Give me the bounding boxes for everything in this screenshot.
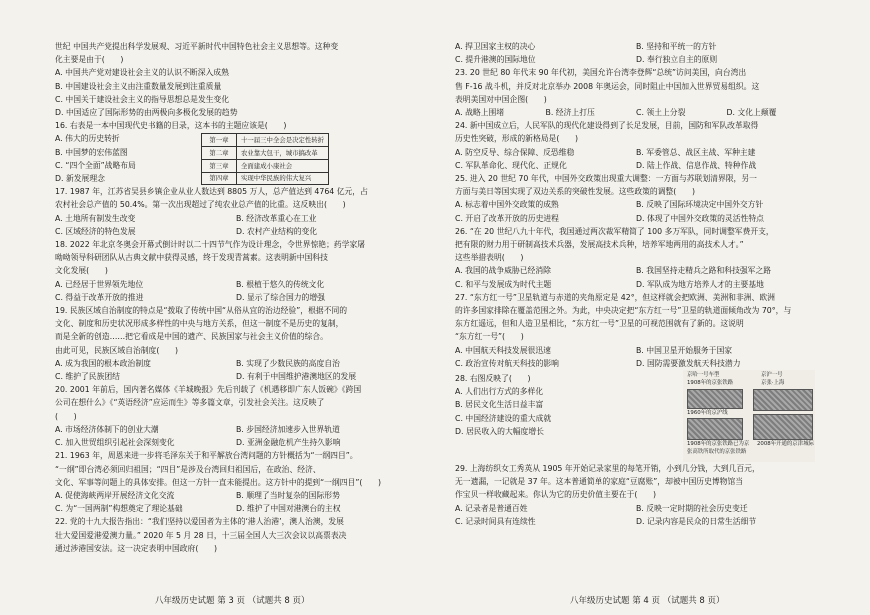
q26-option-c: C. 和平与发展成为时代主题 bbox=[455, 279, 552, 289]
train-photo bbox=[753, 414, 813, 440]
q17-option-a: A. 土地所有制发生改变 bbox=[55, 213, 136, 223]
q17-options-row-2 bbox=[55, 225, 417, 238]
right-column bbox=[455, 40, 817, 528]
q22-option-c: C. 提升港澳的国际地位 bbox=[455, 55, 536, 65]
q24-stem-2: 历史性突破，形成的新格局是( ) bbox=[455, 134, 579, 144]
q28-option-d: D. 居民收入的大幅度增长 bbox=[455, 426, 544, 436]
q24-option-b: B. 军委管总、战区主战、军种主建 bbox=[636, 147, 756, 157]
q19-stem-4: 由此可见，民族区域自治制度( ) bbox=[55, 345, 179, 355]
q28-text bbox=[455, 372, 675, 462]
q16-options bbox=[55, 132, 195, 185]
q15-option-a: A. 中国共产党对建设社会主义的认识不断深入成熟 bbox=[55, 68, 229, 78]
q21-option-b: B. 顺理了当时复杂的国际形势 bbox=[236, 490, 340, 500]
q27-option-d: D. 国防需要激发航天科技潜力 bbox=[636, 358, 741, 368]
q19-stem-1: 19. 民族区域自治制度的特点是“拨取了传统中国“从俗从宜的治边经验”，根据不同的 bbox=[55, 306, 348, 316]
q20-options-row-2 bbox=[55, 436, 417, 449]
q20-option-b: B. 步国经济加速步入世界轨道 bbox=[236, 424, 340, 434]
q19-option-d: D. 有利于中国维护港澳地区的发展 bbox=[236, 372, 357, 382]
q16-option-d: D. 新发展理念 bbox=[55, 174, 105, 184]
q27-options-row-2 bbox=[455, 357, 817, 370]
q22-option-d: D. 奉行独立自主的原则 bbox=[636, 55, 718, 65]
q19-options-row-2 bbox=[55, 370, 417, 383]
q15-line-2: 化主要是由于( ) bbox=[55, 55, 124, 65]
q21-options-row-2 bbox=[55, 502, 417, 515]
figure-caption: 京沪一号 bbox=[761, 372, 783, 379]
q23-option-d: D. 文化上颠覆 bbox=[726, 108, 777, 118]
q22-option-b: B. 坚持和平统一的方针 bbox=[636, 42, 717, 51]
toc-title: 十一届三中全会是决定性转折 bbox=[237, 134, 329, 147]
toc-row bbox=[202, 159, 329, 172]
q20-options-row-1 bbox=[55, 423, 417, 436]
q25-option-b: B. 反映了国际环境决定中国外交方针 bbox=[636, 200, 764, 210]
q22-stem-1: 22. 党的十九大报告指出：“我们坚持以爱国者为主体的‘港人治港’，澳人治澳，发展 bbox=[55, 517, 344, 527]
q18-option-d: D. 显示了综合国力的增强 bbox=[236, 292, 325, 302]
q25-options-row-1 bbox=[455, 198, 817, 211]
q26-option-a: A. 我国的战争威胁已经消除 bbox=[455, 266, 551, 276]
figure-caption: 2008年开通的京津城际 bbox=[757, 441, 814, 448]
q27-option-c: C. 政治宣传对航天科技的影响 bbox=[455, 358, 559, 368]
q21-stem-3: 文化、军事等问题上的具体安排。但这一方针一直未能提出。这方针中的提到“一纲四目”( ) bbox=[55, 477, 382, 487]
toc-chapter: 第一章 bbox=[202, 134, 237, 147]
q21-option-a: A. 促使海峡两岸开展经济文化交流 bbox=[55, 490, 175, 500]
q19-option-a: A. 成为我国的根本政治制度 bbox=[55, 358, 151, 368]
q18-stem-3: 文化发展( ) bbox=[55, 266, 108, 276]
figure-caption: 京哈一号车型 bbox=[687, 372, 720, 379]
q21-option-c: C. 为“一国两制”构想奠定了理论基础 bbox=[55, 504, 183, 514]
q25-stem-1: 25. 进入 20 世纪 70 年代，中国外交政策出现重大调整：一方面与苏联划清界限，另一 bbox=[455, 174, 757, 184]
q16-contents-table bbox=[201, 133, 329, 185]
q23-options bbox=[455, 106, 817, 119]
q20-option-d: D. 亚洲金融危机产生持久影响 bbox=[236, 438, 341, 448]
q20-stem-2: 公司在想什么》《“英语经济”应运而生》等多篇文章，引发社会关注。这反映了 bbox=[55, 398, 325, 408]
q29-stem-2: 无一遗漏，一记就是 37 年。这本普通简单的家庭“豆腐账”，却被中国历史博物馆当 bbox=[455, 477, 744, 487]
q29-stem-3: 作宝贝一样收藏起来。你认为它的历史价值主要在于( ) bbox=[455, 490, 657, 500]
q26-stem-3: 这些举措表明( ) bbox=[455, 253, 524, 263]
q27-stem-2: 的许多国家排除在覆盖范围之外。为此，中央决定把“东方红一号”卫星的轨道面倾角改为 70°，与 bbox=[455, 306, 792, 316]
q22-option-a: A. 捍卫国家主权的决心 bbox=[455, 42, 536, 51]
q24-options-row-1 bbox=[455, 146, 817, 159]
q25-option-c: C. 开启了改革开放的历史进程 bbox=[455, 213, 559, 223]
figure-caption: 1960年的京沪线 bbox=[687, 410, 728, 417]
q21-stem-1: 21. 1963 年，周恩来进一步将毛泽东关于和平解放台湾问题的方针概括为“一纲四目”。 bbox=[55, 451, 358, 461]
q17-options-row-1 bbox=[55, 212, 417, 225]
page-footer-left: 八年级历史试题 第 3 页 （试题共 8 页） bbox=[155, 596, 310, 606]
q28-option-b: B. 居民文化生活日益丰富 bbox=[455, 400, 544, 410]
train-photo bbox=[753, 389, 813, 411]
q20-option-a: A. 市场经济体制下的创业大潮 bbox=[55, 424, 159, 434]
q23-stem-3: 表明美国对中国企图( ) bbox=[455, 94, 547, 104]
q25-option-d: D. 体现了中国外交政策的灵活性特点 bbox=[636, 213, 764, 223]
q29-option-d: D. 记录内容是民众的日常生活细节 bbox=[636, 516, 757, 526]
q27-stem-1: 27. “东方红一号”卫星轨道与赤道的夹角原定是 42°，但这样就会把欧洲、美洲和非洲、欧洲 bbox=[455, 292, 775, 302]
q16-option-c: C. “四个全面”战略布局 bbox=[55, 160, 136, 170]
toc-row bbox=[202, 134, 329, 147]
toc-chapter: 第三章 bbox=[202, 159, 237, 172]
toc-title: 全面建成小康社会 bbox=[237, 159, 329, 172]
train-photo bbox=[687, 418, 743, 440]
q18-options-row-2 bbox=[55, 291, 417, 304]
q26-option-d: D. 军队成为地方培养人才的主要基地 bbox=[636, 279, 764, 289]
q27-option-b: B. 中国卫星开始服务于国家 bbox=[636, 345, 733, 355]
q16-option-b: B. 中国梦的宏伟蓝图 bbox=[55, 147, 128, 157]
q15-option-b: B. 中国建设社会主义由注重数量发展到注重质量 bbox=[55, 81, 222, 91]
q27-stem-4: “东方红一号”( ) bbox=[455, 332, 524, 342]
q29-stem-1: 29. 上海纺织女工秀英从 1905 年开始记录家里的每笔开销，小到几分钱，大到几百元， bbox=[455, 464, 760, 474]
q24-option-d: D. 陆上作战、信息作战、特种作战 bbox=[636, 160, 757, 170]
train-photo bbox=[687, 389, 743, 409]
figure-caption: 1908年的京张铁路 bbox=[687, 380, 734, 387]
q27-option-a: A. 中国航天科技发展很迅速 bbox=[455, 345, 551, 355]
q29-option-c: C. 记录时间具有连续性 bbox=[455, 516, 536, 526]
figure-caption: 张高铁所取代的京张铁路 bbox=[687, 449, 747, 456]
q26-stem-2: 把有限的财力用于研制高技术兵器，发展高技术兵种，培养军地两用的高技术人才。” bbox=[455, 240, 744, 250]
q23-option-b: B. 经济上打压 bbox=[545, 108, 595, 118]
q29-option-a: A. 记录者是普通百姓 bbox=[455, 503, 528, 513]
q20-option-c: C. 加入世贸组织引起社会深刻变化 bbox=[55, 438, 175, 448]
q17-stem-2: 农村社会总产值的 50.4%。第一次出现超过了纯农业总产值的比重。这反映出( ) bbox=[55, 200, 346, 210]
left-column bbox=[55, 40, 417, 555]
q27-stem-3: 东方红遥远，但和人造卫星相比，“东方红一号”卫星的可视范围就有了新的。这说明 bbox=[455, 319, 744, 329]
toc-chapter: 第二章 bbox=[202, 147, 237, 160]
q22-options-row-2 bbox=[455, 53, 817, 66]
q20-stem-3: ( ) bbox=[55, 411, 77, 421]
q29-option-b: B. 反映一定时期的社会历史变迁 bbox=[636, 503, 748, 513]
q21-options-row-1 bbox=[55, 489, 417, 502]
toc-row bbox=[202, 147, 329, 160]
q19-option-b: B. 实现了少数民族的高度自治 bbox=[236, 358, 340, 368]
q17-option-b: B. 经济改革重心在工业 bbox=[236, 213, 317, 223]
q17-option-c: C. 区域经济的特色发展 bbox=[55, 226, 136, 236]
q16-body bbox=[55, 132, 417, 185]
q23-option-c: C. 领土上分裂 bbox=[636, 108, 686, 118]
q19-options-row-1 bbox=[55, 357, 417, 370]
q28-option-c: C. 中国经济建设的重大成就 bbox=[455, 413, 552, 423]
toc-row bbox=[202, 172, 329, 185]
q16-stem: 16. 右表是一本中国现代史书籍的目录，这本书的主题应该是( ) bbox=[55, 121, 287, 131]
toc-title: 实现中华民族的伟大复兴 bbox=[237, 172, 329, 185]
q22-options-row-1 bbox=[455, 40, 817, 53]
q23-option-a: A. 战略上围堵 bbox=[455, 108, 505, 118]
q24-stem-1: 24. 新中国成立后，人民军队的现代化建设得到了长足发展，目前，国防和军队改革取得 bbox=[455, 121, 759, 131]
q20-stem-1: 20. 2001 年前后，国内著名媒体《羊城晚报》先后刊载了《机遇移即广东人饭碗》《跨国 bbox=[55, 385, 362, 395]
q29-options-row-2 bbox=[455, 515, 817, 528]
q18-stem-2: 呦呦领导科研团队从古典文献中获得灵感，终于发现青蒿素。这表明新中国科技 bbox=[55, 253, 328, 263]
page-footer-right: 八年级历史试题 第 4 页 （试题共 8 页） bbox=[570, 596, 725, 606]
q26-stem-1: 26. “在 20 世纪八九十年代，我国通过两次裁军精简了 100 多万军队，同时调整军费开支， bbox=[455, 226, 774, 236]
q23-stem-2: 售 F-16 战斗机，并反对北京举办 2008 年奥运会，同时阻止中国加入世界贸易组织。这 bbox=[455, 81, 760, 91]
figure-caption: 1908年的京张铁路已为京 bbox=[687, 441, 750, 448]
q26-options-row-2 bbox=[455, 278, 817, 291]
q18-options-row-1 bbox=[55, 278, 417, 291]
q24-options-row-2 bbox=[455, 159, 817, 172]
q16-option-a: A. 伟大的历史转折 bbox=[55, 134, 120, 144]
q24-option-a: A. 防空反导、综合保障、反恐维稳 bbox=[455, 147, 575, 157]
q15-option-c: C. 中国关于建设社会主义的指导思想总是发生变化 bbox=[55, 94, 230, 104]
q17-option-d: D. 农村产业结构的变化 bbox=[236, 226, 318, 236]
q23-stem-1: 23. 20 世纪 80 年代末 90 年代初，美国允许台湾李登辉“总统”访问美国，向台湾出 bbox=[455, 68, 747, 78]
q22-stem-2: 壮大爱国爱港爱澳力量。” 2020 年 5 月 28 日，十三届全国人大三次会议以高票表决 bbox=[55, 530, 347, 540]
q28-railway-figure bbox=[683, 370, 815, 462]
q15-option-d: D. 中国适应了国际形势的由两极向多极化发展的趋势 bbox=[55, 108, 238, 118]
toc-chapter: 第四章 bbox=[202, 172, 237, 185]
q18-option-a: A. 已经居于世界领先地位 bbox=[55, 279, 144, 289]
q24-option-c: C. 军队革命化、现代化、正规化 bbox=[455, 160, 567, 170]
q25-option-a: A. 标志着中国外交政策的成熟 bbox=[455, 200, 559, 210]
q28-stem: 28. 右图反映了( ) bbox=[455, 374, 531, 384]
q17-stem-1: 17. 1987 年，江苏省吴县乡镇企业从业人数达到 8805 万人，总产值达到 4764 亿元，占 bbox=[55, 187, 368, 197]
q28-option-a: A. 人们出行方式的多样化 bbox=[455, 387, 544, 397]
toc-title: 农业靠大包干，城市搞改革 bbox=[237, 147, 329, 160]
q27-options-row-1 bbox=[455, 344, 817, 357]
q15-line-1: 世纪 中国共产党提出科学发展观、习近平新时代中国特色社会主义思想等。这种变 bbox=[55, 42, 339, 51]
q26-option-b: B. 我国坚持走精兵之路和科技强军之路 bbox=[636, 266, 772, 276]
q19-option-c: C. 维护了民族团结 bbox=[55, 372, 120, 382]
q25-options-row-2 bbox=[455, 212, 817, 225]
q19-stem-3: 而是全新的创造……把它看成是中国的遗产、民族国家与社会主义价值的综合。 bbox=[55, 332, 328, 342]
q29-options-row-1 bbox=[455, 502, 817, 515]
q18-option-b: B. 根植于悠久的传统文化 bbox=[236, 279, 325, 289]
q19-stem-2: 文化、制度和历史状况形成多样性的中央与地方关系，但这一制度不是历史的复制， bbox=[55, 319, 344, 329]
q18-option-c: C. 得益于改革开放的推进 bbox=[55, 292, 144, 302]
q25-stem-2: 方面与美日等国实现了双边关系的突破性发展。这些政策的调整( ) bbox=[455, 187, 695, 197]
q21-option-d: D. 维护了中国对港澳台的主权 bbox=[236, 504, 341, 514]
q18-stem-1: 18. 2022 年北京冬奥会开幕式倒计时以二十四节气作为设计理念，令世界惊艳；药学家屠 bbox=[55, 240, 366, 250]
q21-stem-2: “一纲”即台湾必须回归祖国；“四目”是涉及台湾回归祖国后，在政治、经济、 bbox=[55, 464, 321, 474]
q26-options-row-1 bbox=[455, 264, 817, 277]
figure-caption: 京张·上海 bbox=[761, 380, 785, 387]
q28-body bbox=[455, 372, 817, 462]
q22-stem-3: 通过涉港国安法。这一决定表明中国政府( ) bbox=[55, 543, 218, 553]
